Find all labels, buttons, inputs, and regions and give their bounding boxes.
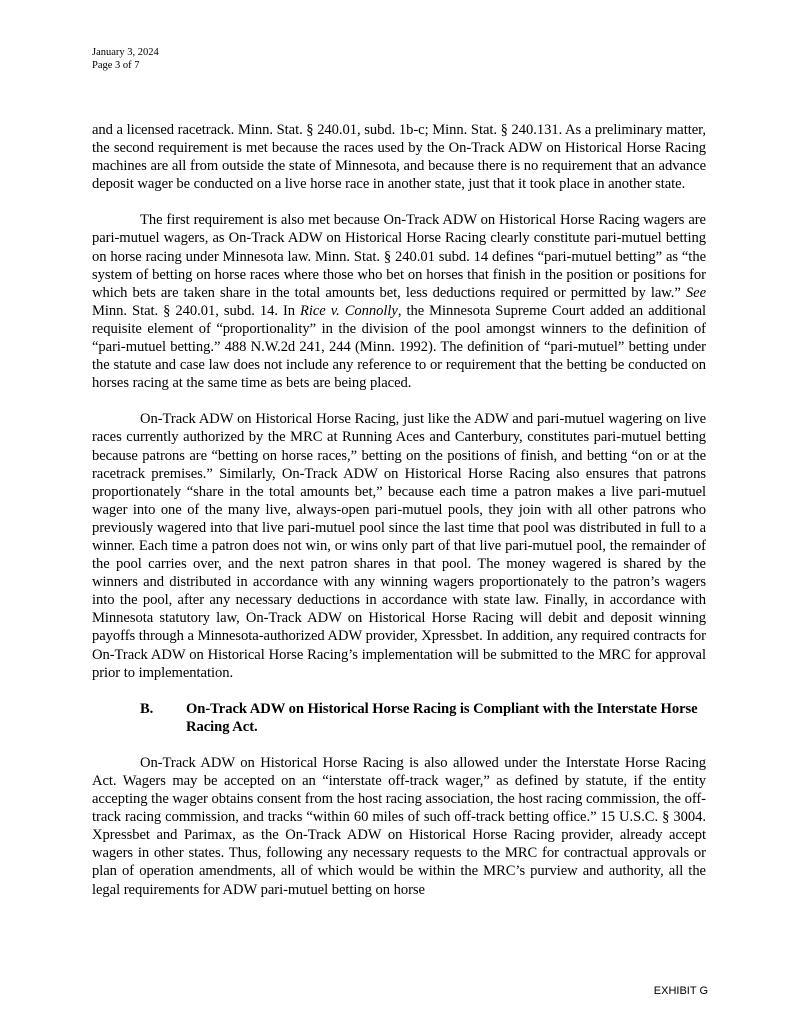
exhibit-label: EXHIBIT G: [653, 985, 708, 997]
paragraph-2-part-a: The first requirement is also met because On-Track ADW on Historical Horse Racing wagers are pari-mutuel wagers, as On-Track ADW on Historical Horse Racing clearly constitute pari-mutuel betting on horse racing under Minnesota law. Minn. Stat. § 240.01 subd. 14 defines “pari-mutuel betting” as “the system of betting on horse races where those who bet on horses that finish in the position or positions for which bets are taken share in the total amounts bet, less deductions required or permitted by law.”: [92, 212, 706, 301]
paragraph-2-part-c: , the Minnesota Supreme Court added an additional requisite element of “proportionality” in the division of the pool amongst winners to the definition of “pari-mutuel betting.” 488 N.W.2d 241, 244 (Minn. 1992). The definition of “pari-mutuel” betting under the statute and case law does not include any reference to or requirement that the betting be conducted on horses racing at the same time as bets are being placed.: [92, 302, 707, 392]
header-page-number: Page 3 of 7: [92, 60, 140, 71]
paragraph-3: On-Track ADW on Historical Horse Racing, just like the ADW and pari-mutuel wagering on live races currently authorized by the MRC at Running Aces and Canterbury, constitutes pari-mutuel betting because patrons are “betting on horse races,” betting on the positions of finish, and betting “on or at the racetrack premises.” Similarly, On-Track ADW on Historical Horse Racing also ensures that patrons proportionately “share in the total amounts bet,” because each time a patron makes a live pari-mutuel wager into one of the many live, always-open pari-mutuel pools, they join with all other patrons who previously wagered into that live pari-mutuel pool since the last time that pool was distributed in full to a winner. Each time a patron does not win, or wins only part of that live pari-mutuel pool, the remainder of the pool carries over, and the next patron shares in that pool. The money wagered is shared by the winners and distributed in accordance with any winning wagers proportionately to the patron’s wagers into the pool, after any necessary deductions in accordance with state law. Finally, in accordance with Minnesota statutory law, On-Track ADW on Historical Horse Racing will debit and deposit winning payoffs through a Minnesota-authorized ADW provider, Xpressbet. In addition, any required contracts for On-Track ADW on Historical Horse Racing’s implementation will be submitted to the MRC for approval prior to implementation.: [92, 411, 706, 681]
paragraph-4: On-Track ADW on Historical Horse Racing is also allowed under the Interstate Horse Racing Act. Wagers may be accepted on an “interstate off-track wager,” as defined by statute, if the entity accepting the wager obtains consent from the host racing association, the host racing commission, the off-track racing commission, and tracks “within 60 miles of such off-track betting office.” 15 U.S.C. § 3004. Xpressbet and Parimax, as the On-Track ADW on Historical Horse Racing provider, already accept wagers in other states. Thus, following any necessary requests to the MRC for contractual approvals or plan of operation amendments, all of which would be within the MRC’s purview and authority, all the legal requirements for ADW pari-mutuel betting on horse: [92, 754, 706, 898]
paragraph-2: [92, 211, 706, 392]
case-citation: Rice v. Connolly: [300, 302, 398, 319]
section-letter: B.: [140, 700, 154, 717]
section-title: On-Track ADW on Historical Horse Racing is Compliant with the Interstate Horse Racing Act.: [186, 700, 698, 735]
paragraph-1: and a licensed racetrack. Minn. Stat. § 240.01, subd. 1b-c; Minn. Stat. § 240.131. As a preliminary matter, the second requirement is met because the races used by the On-Track ADW on Historical Horse Racing machines are all from outside the state of Minnesota, and because there is no requirement that an advance deposit wager be conducted on a live horse race in another state, just that it took place in another state.: [92, 122, 706, 193]
signal-see: See: [685, 284, 706, 301]
paragraph-2-part-b: Minn. Stat. § 240.01, subd. 14. In: [92, 302, 301, 319]
page-header: [92, 46, 159, 72]
header-date: January 3, 2024: [92, 47, 159, 58]
document-body: [92, 121, 706, 899]
section-heading-b: [92, 700, 706, 736]
